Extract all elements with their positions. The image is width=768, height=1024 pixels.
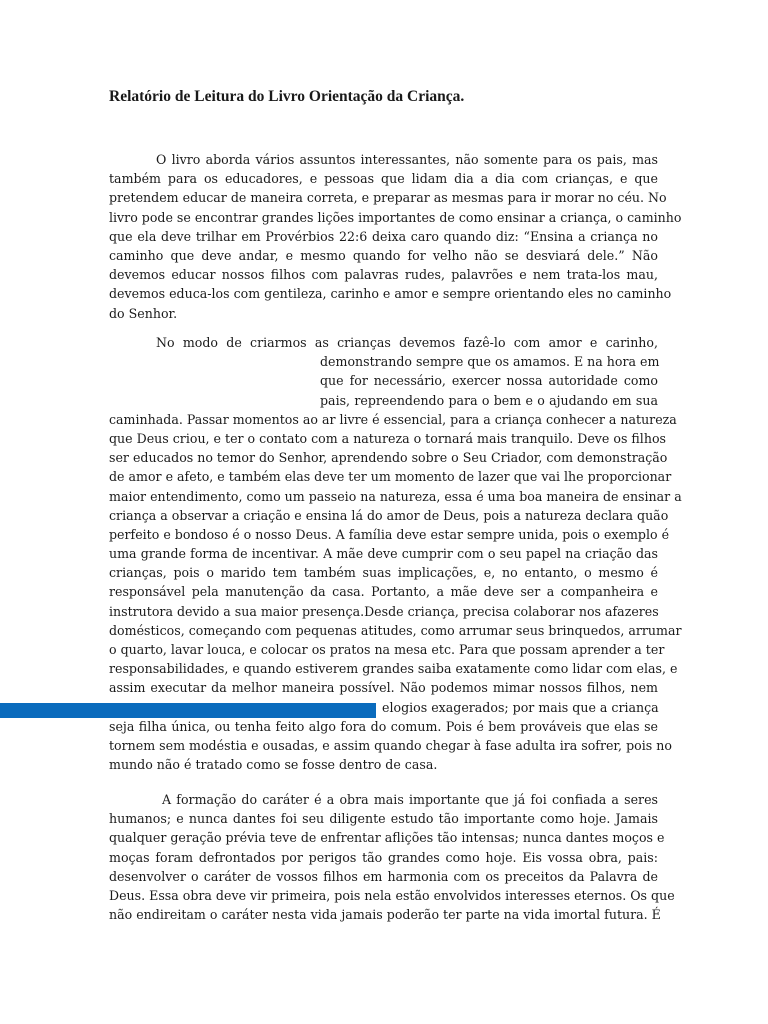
text-line: demonstrando sempre que os amamos. E na hora em: [320, 354, 660, 370]
text-line: que Deus criou, e ter o contato com a natureza o tornará mais tranquilo. Deve os filhos: [109, 430, 666, 446]
text-line: domésticos, começando com pequenas atitudes, como arrumar seus brinquedos, arrumar: [109, 622, 682, 638]
text-line: livro pode se encontrar grandes lições importantes de como ensinar a criança, o caminho: [109, 209, 682, 225]
text-line: desenvolver o caráter de vossos filhos em harmonia com os preceitos da Palavra de: [109, 868, 658, 884]
text-line: mundo não é tratado como se fosse dentro de casa.: [109, 757, 438, 773]
text-line: humanos; e nunca dantes foi seu diligente estudo tão importante como hoje. Jamais: [109, 811, 658, 827]
text-line: Deus. Essa obra deve vir primeira, pois nela estão envolvidos interesses eternos. Os que: [109, 887, 675, 903]
text-line: O livro aborda vários assuntos interessantes, não somente para os pais, mas: [156, 152, 658, 167]
text-line: instrutora devido a sua maior presença.Desde criança, precisa colaborar nos afazeres: [109, 603, 659, 619]
text-line: devemos educar nossos filhos com palavras rudes, palavrões e nem trata-los mau,: [109, 267, 658, 283]
text-line: elogios exagerados; por mais que a criança: [382, 699, 659, 715]
text-line: não endireitam o caráter nesta vida jamais poderão ter parte na vida imortal futura. É: [109, 907, 661, 923]
text-line: qualquer geração prévia teve de enfrentar aflições tão intensas; nunca dantes moços e: [109, 830, 665, 846]
text-line: perfeito e bondoso é o nosso Deus. A família deve estar sempre unida, pois o exemplo é: [109, 526, 670, 542]
text-line: pretendem educar de maneira correta, e preparar as mesmas para ir morar no céu. No: [109, 190, 667, 206]
paragraph-1: [109, 150, 682, 323]
text-line: que ela deve trilhar em Provérbios 22:6 deixa caro quando diz: “Ensina a criança no: [109, 228, 658, 244]
text-line: caminho que deve andar, e mesmo quando for velho não se desviará dele.” Não: [109, 247, 658, 263]
text-line: que for necessário, exercer nossa autoridade como: [320, 373, 658, 389]
text-line: também para os educadores, e pessoas que lidam dia a dia com crianças, e que: [109, 171, 658, 187]
text-line: uma grande forma de incentivar. A mãe deve cumprir com o seu papel na criação das: [109, 546, 658, 562]
text-line: maior entendimento, como um passeio na natureza, essa é uma boa maneira de ensinar a: [109, 488, 682, 504]
overlay-bar: [0, 703, 376, 718]
document-title: Relatório de Leitura do Livro Orientação da Criança.: [109, 88, 465, 105]
text-line: tornem sem modéstia e ousadas, e assim quando chegar à fase adulta ira sofrer, pois no: [109, 737, 672, 753]
text-line: assim executar da melhor maneira possível. Não podemos mimar nossos filhos, nem: [109, 680, 658, 696]
text-line: devemos educa-los com gentileza, carinho e amor e sempre orientando eles no caminho: [109, 286, 672, 302]
text-line: pais, repreendendo para o bem e o ajudando em sua: [320, 392, 658, 408]
text-line: seja filha única, ou tenha feito algo fora do comum. Pois é bem prováveis que elas se: [109, 718, 658, 734]
text-line: responsabilidades, e quando estiverem grandes saiba exatamente como lidar com elas, e: [109, 661, 678, 677]
text-line: crianças, pois o marido tem também suas implicações, e, no entanto, o mesmo é: [109, 565, 658, 581]
text-line: criança a observar a criação e ensina lá do amor de Deus, pois a natureza declara quão: [109, 507, 669, 523]
text-line: o quarto, lavar louca, e colocar os pratos na mesa etc. Para que possam aprender a ter: [109, 642, 665, 657]
text-line: de amor e afeto, e também elas deve ter um momento de lazer que vai lhe proporcionar: [109, 469, 672, 485]
text-line: do Senhor.: [109, 305, 178, 321]
text-line: responsável pela manutenção da casa. Portanto, a mãe deve ser a companheira e: [109, 584, 658, 600]
text-line: moças foram defrontados por perigos tão grandes como hoje. Eis vossa obra, pais:: [109, 849, 658, 865]
text-line: A formação do caráter é a obra mais importante que já foi confiada a seres: [162, 792, 658, 807]
text-line: caminhada. Passar momentos ao ar livre é essencial, para a criança conhecer a natureza: [109, 411, 677, 427]
text-line: ser educados no temor do Senhor, aprendendo sobre o Seu Criador, com demonstração: [109, 450, 668, 466]
text-line: No modo de criarmos as crianças devemos fazê-lo com amor e carinho,: [156, 335, 658, 350]
paragraph-3: [109, 790, 675, 924]
